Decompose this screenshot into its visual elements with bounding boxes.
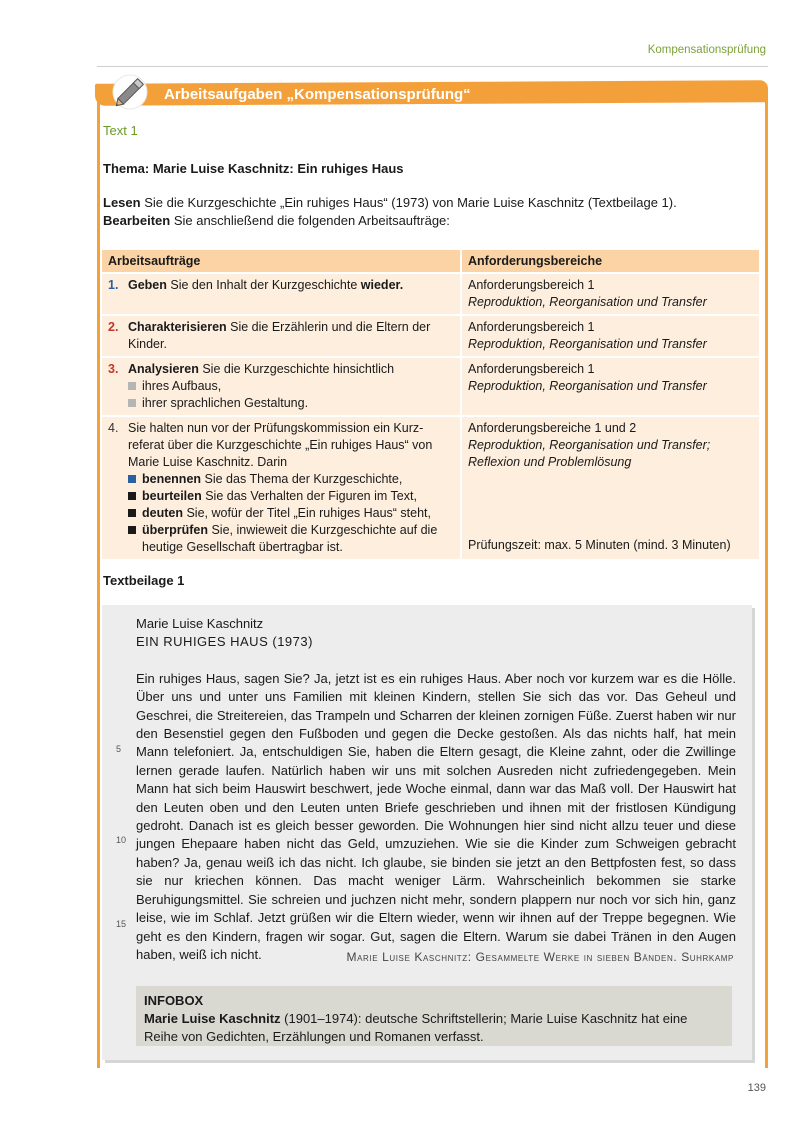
running-head: Kompensationsprüfung — [647, 44, 766, 56]
table-row — [102, 357, 759, 416]
area-cell — [461, 416, 759, 559]
instruction-bearbeiten — [103, 212, 743, 230]
thema-heading: Thema: Marie Luise Kaschnitz: Ein ruhiges Haus — [103, 161, 404, 176]
lesen-bold: Lesen — [103, 195, 141, 210]
task-text: Sie halten nun vor der Prüfungskommission ein Kurzreferat über die Kurzgeschichte „Ein ruhiges Haus“ von Marie Luise Kaschnitz. Darin — [128, 421, 433, 469]
task-verb: Analysieren — [128, 362, 199, 376]
table-header-row — [102, 250, 759, 273]
bullet-square-icon — [128, 399, 136, 407]
infobox-text — [144, 1010, 724, 1046]
bearbeiten-bold: Bearbeiten — [103, 213, 171, 228]
row-number: 3. — [102, 357, 122, 416]
story-year: (1973) — [268, 634, 313, 650]
list-item — [128, 471, 454, 488]
task-cell — [122, 416, 461, 559]
pruefungszeit: Prüfungszeit: max. 5 Minuten (mind. 3 Minuten) — [468, 538, 731, 552]
task-text: Sie die Erzählerin und die Eltern der Kinder. — [128, 320, 431, 351]
story-box — [102, 605, 752, 1060]
bullet-text: Sie das Thema der Kurzgeschichte, — [201, 472, 403, 486]
story-title — [136, 633, 736, 651]
task-cell — [122, 315, 461, 357]
area-cell — [461, 315, 759, 357]
infobox-body: (1901–1974): deutsche Schriftstellerin; Marie Luise Kaschnitz hat eine Reihe von Gedichten, Erzählungen und Romanen verfasst. — [144, 1011, 688, 1044]
task-verb: Geben — [128, 278, 167, 292]
bullet-text: Sie, inwieweit die Kurzgeschichte auf die heutige Gesellschaft übertragbar ist. — [142, 523, 438, 554]
pen-icon — [108, 66, 156, 114]
row-number: 4. — [102, 416, 122, 559]
task-cell — [122, 357, 461, 416]
task-text: Sie die Kurzgeschichte hinsichtlich — [198, 362, 395, 376]
task-cell — [122, 273, 461, 315]
area-label: Anforderungsbereich 1 — [468, 362, 595, 376]
list-item — [128, 395, 454, 412]
bullet-verb: beurteilen — [142, 489, 202, 503]
area-label: Anforderungsbereich 1 — [468, 320, 595, 334]
table-row — [102, 315, 759, 357]
area-sub: Reproduktion, Reorganisation und Transfer — [468, 379, 707, 393]
bullet-verb: überprüfen — [142, 523, 208, 537]
area-sub: Reproduktion, Reorganisation und Transfer — [468, 337, 707, 351]
bullet-text: Sie das Verhalten der Figuren im Text, — [201, 489, 417, 503]
bullet-square-icon — [128, 382, 136, 390]
bullet-text: ihrer sprachlichen Gestaltung. — [142, 396, 309, 410]
bullet-verb: deuten — [142, 506, 183, 520]
task-verb-2: wieder. — [360, 278, 404, 292]
area-label: Anforderungsbereiche 1 und 2 — [468, 421, 637, 435]
row-number: 2. — [102, 315, 122, 357]
bearbeiten-text: Sie anschließend die folgenden Arbeitsaufträge: — [170, 213, 450, 228]
instruction-lesen — [103, 194, 743, 212]
line-number: 5 — [116, 744, 122, 754]
area-label: Anforderungsbereich 1 — [468, 278, 595, 292]
list-item — [128, 378, 454, 395]
list-item — [128, 505, 454, 522]
story-body: Ein ruhiges Haus, sagen Sie? Ja, jetzt ist es ein ruhiges Haus. Aber noch vor kurzem war es die Hölle. Über uns und unter uns Familien mit kleinen Kindern, stellen Sie sich das vor. Das Geheul und Geschrei, die Streitereien, das Trampeln und Scharren der kleinen zornigen Füße. Zuerst haben wir nur den Besenstiel gegen den Fußboden und gegen die Decke gestoßen. Als das nichts half, hat mein Mann telefoniert. Ja, entschuldigen Sie, haben die Eltern gesagt, die Kleine zahnt, oder die Zwillinge lernen gerade laufen. Natürlich haben wir uns mit solchen Ausreden nicht zufriedengegeben. Mein Mann hat sich beim Hauswirt beschwert, jede Woche einmal, dann war das Maß voll. Der Hauswirt hat den Leuten oben und den Leuten unten Briefe geschrieben und ihnen mit der fristlosen Kündigung gedroht. Danach ist es gleich besser geworden. Die Wohnungen hier sind nicht allzu teuer und diese jungen Ehepaare haben nicht das Geld, umzuziehen. Wie sie die Kinder zum Schweigen gebracht haben? Ja, genau weiß ich das nicht. Ich glaube, sie binden sie jetzt an den Bettpfosten fest, so dass sie nur kriechen können. Das macht weniger Lärm. Wahrscheinlich bekommen sie starke Beruhigungsmittel. Sie schreien und juchzen nicht mehr, sondern plappern nur noch vor sich hin, ganz leise, wie im Schlaf. Jetzt grüßen wir die Eltern wieder, wenn wir ihnen auf der Treppe begegnen. Wie geht es den Kindern, fragen wir sogar. Gut, sagen die Eltern. Warum sie dabei Tränen in den Augen haben, weiß ich nicht. — [136, 670, 736, 962]
story-source: Marie Luise Kaschnitz: Gesammelte Werke in sieben Bänden. Suhrkamp — [346, 950, 734, 964]
col-header-areas: Anforderungsbereiche — [461, 250, 759, 273]
instructions — [103, 194, 743, 230]
bullet-verb: benennen — [142, 472, 202, 486]
task-text: Sie den Inhalt der Kurzgeschichte — [166, 278, 361, 292]
bullet-square-icon — [128, 475, 136, 483]
textbeilage-label: Textbeilage 1 — [103, 573, 185, 588]
bullet-text: ihres Aufbaus, — [142, 379, 222, 393]
story-author: Marie Luise Kaschnitz — [136, 616, 264, 631]
area-cell — [461, 273, 759, 315]
task-verb: Charakterisieren — [128, 320, 227, 334]
list-item — [128, 522, 454, 556]
infobox-title: INFOBOX — [144, 993, 204, 1008]
line-number: 15 — [116, 919, 127, 929]
header-rule — [97, 66, 768, 67]
story-title-caps: EIN RUHIGES HAUS — [136, 634, 269, 650]
bullet-square-icon — [128, 492, 136, 500]
col-header-tasks: Arbeitsaufträge — [102, 250, 461, 273]
table-row — [102, 273, 759, 315]
bullet-square-icon — [128, 509, 136, 517]
bullet-text: Sie, wofür der Titel „Ein ruhiges Haus“ steht, — [182, 506, 432, 520]
text-label: Text 1 — [103, 123, 138, 138]
frame-right-border — [765, 100, 768, 1068]
area-cell — [461, 357, 759, 416]
line-number: 10 — [116, 835, 127, 845]
row-number: 1. — [102, 273, 122, 315]
banner-title: Arbeitsaufgaben „Kompensationsprüfung“ — [164, 86, 471, 103]
area-sub: Reproduktion, Reorganisation und Transfer — [468, 295, 707, 309]
frame-left-border — [97, 100, 100, 1068]
lesen-text: Sie die Kurzgeschichte „Ein ruhiges Haus“ (1973) von Marie Luise Kaschnitz (Textbeilage 1). — [140, 195, 677, 210]
infobox-name: Marie Luise Kaschnitz — [144, 1011, 281, 1026]
area-sub-2: Reflexion und Problemlösung — [468, 455, 632, 469]
list-item — [128, 488, 454, 505]
table-row — [102, 416, 759, 559]
page-number: 139 — [747, 1082, 766, 1094]
area-sub: Reproduktion, Reorganisation und Transfer; — [468, 438, 711, 452]
bullet-square-icon — [128, 526, 136, 534]
task-table — [102, 250, 759, 559]
infobox — [136, 986, 732, 1046]
